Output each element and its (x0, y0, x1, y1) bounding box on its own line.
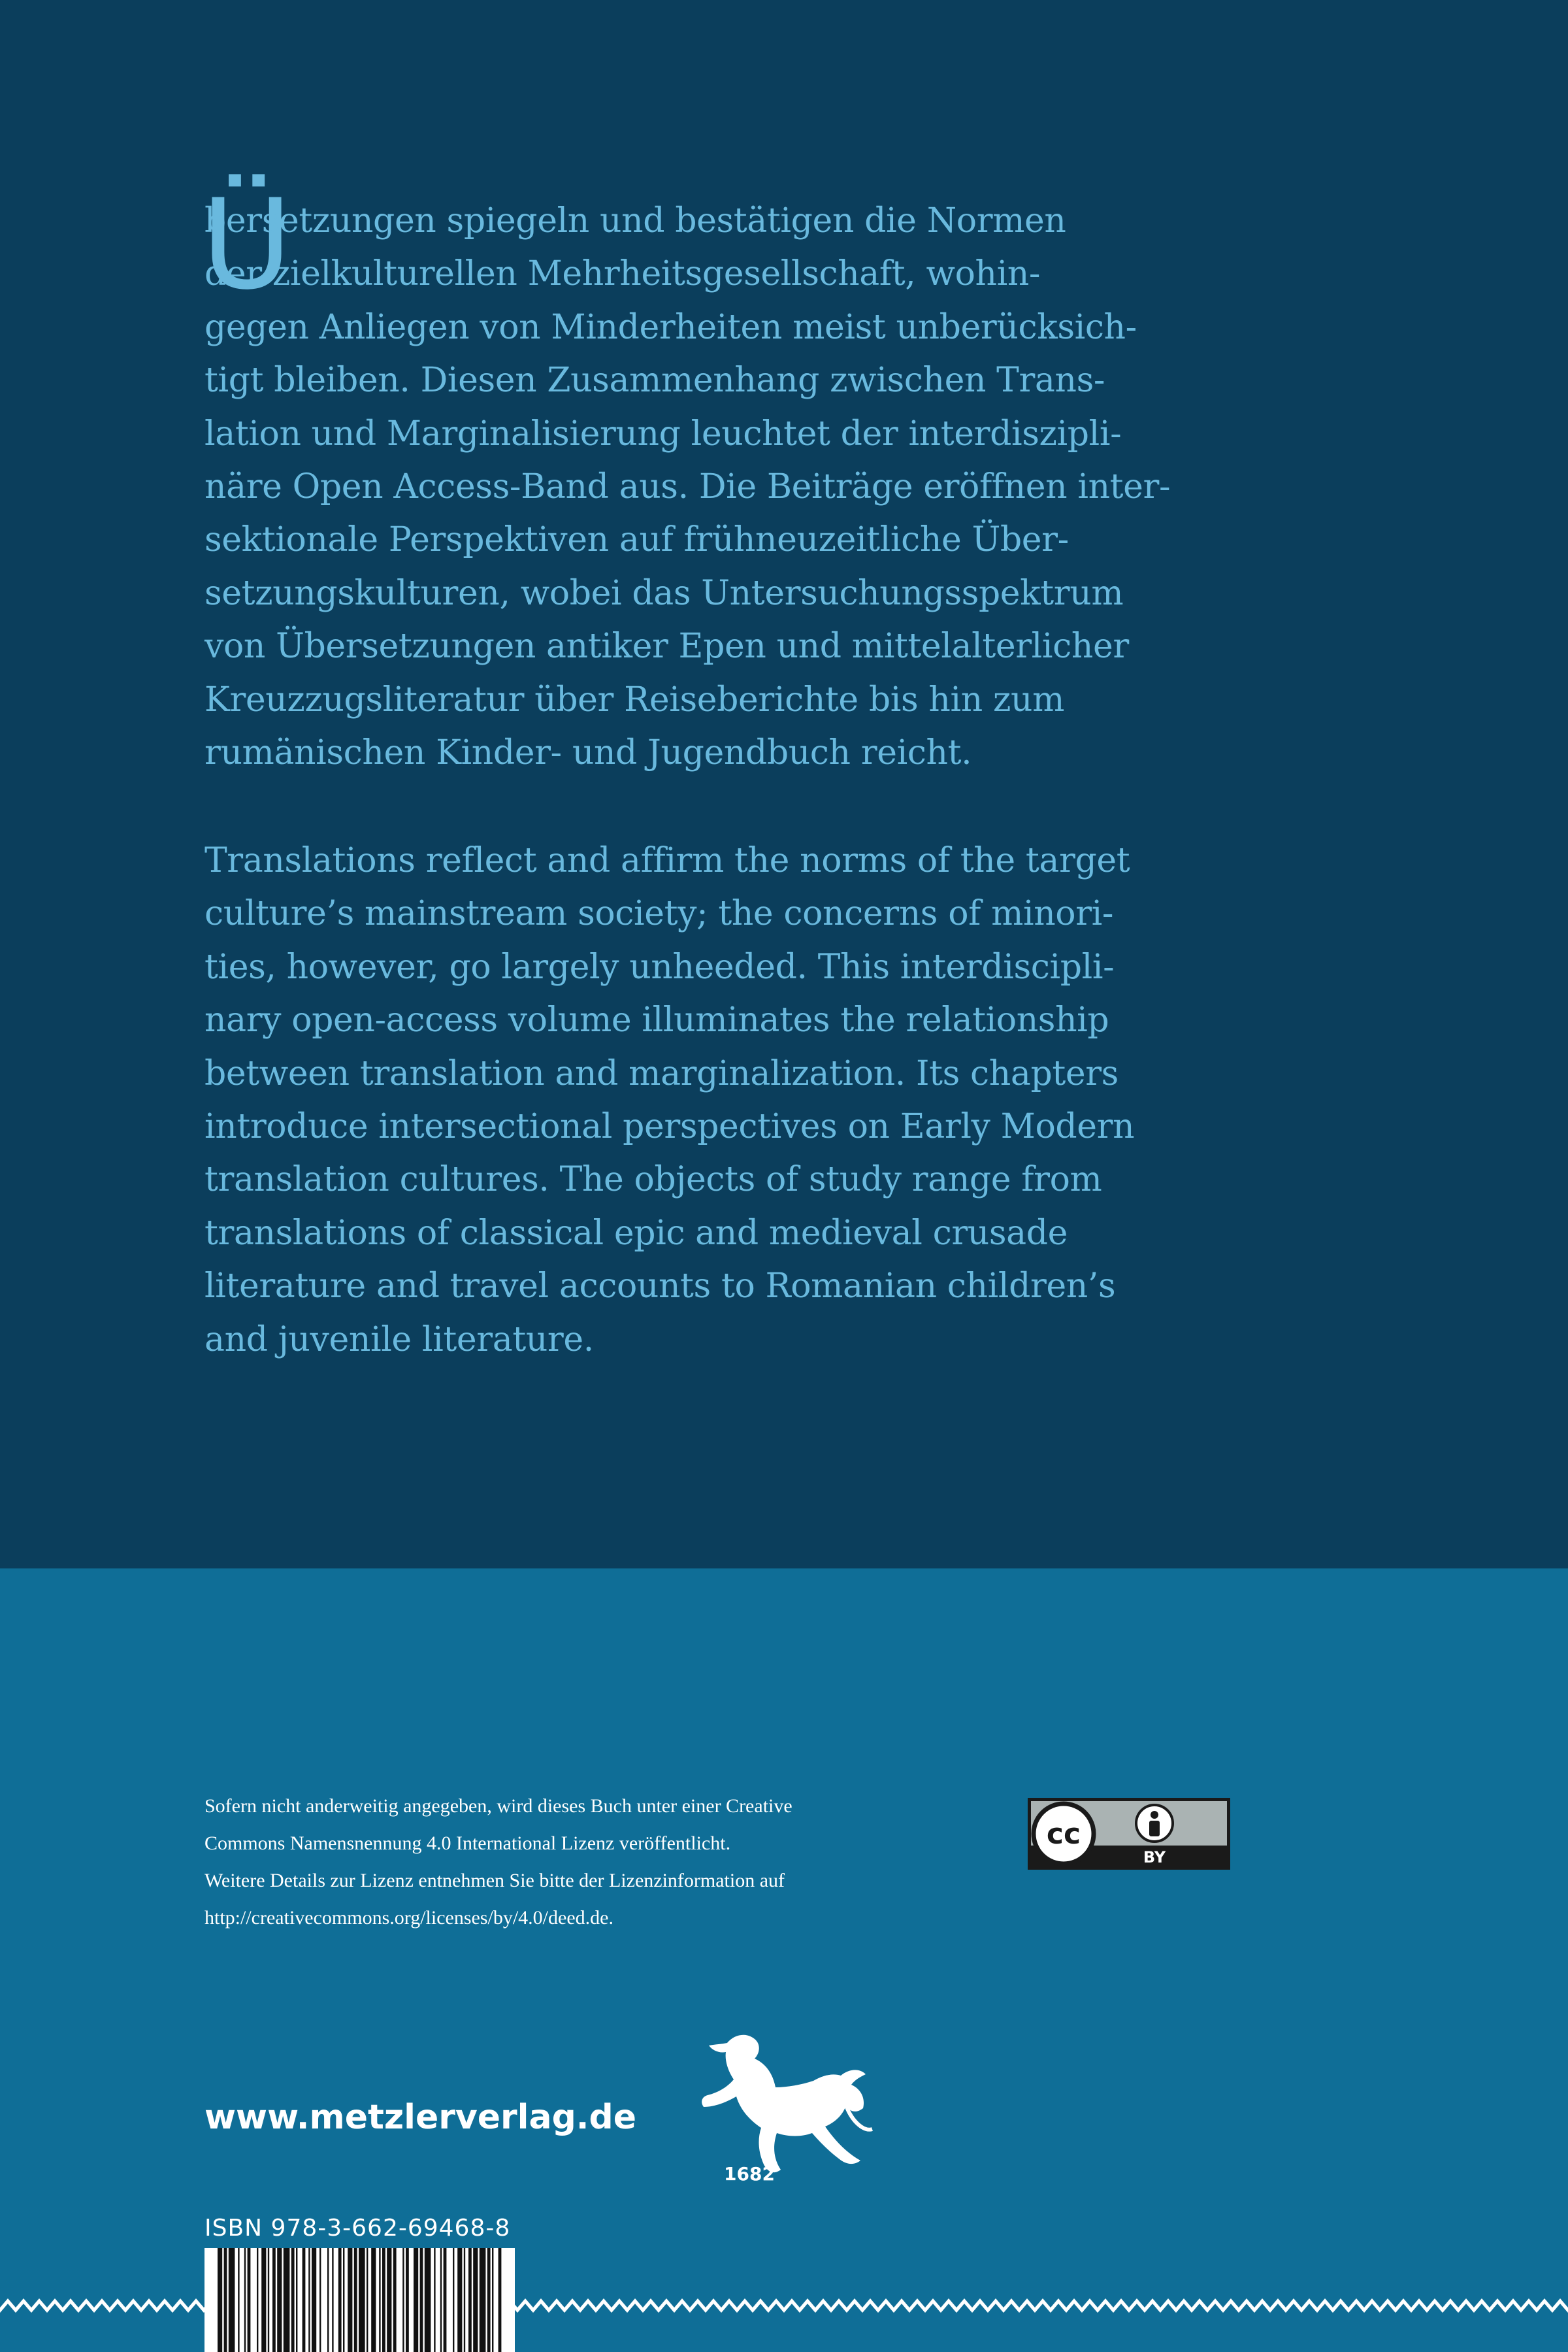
barcode-bar (464, 2248, 465, 2352)
barcode-bar (332, 2248, 333, 2352)
barcode-bar (284, 2248, 290, 2352)
barcode-bar (359, 2248, 365, 2352)
person-body (1149, 1821, 1160, 1836)
barcode-bar (387, 2248, 391, 2352)
barcode-bar (327, 2248, 329, 2352)
barcode-bar (406, 2248, 409, 2352)
cc-by-badge (1028, 1798, 1230, 1870)
barcode-bar (261, 2248, 266, 2352)
barcode (204, 2248, 515, 2352)
barcode-bar (272, 2248, 276, 2352)
person-head (1151, 1811, 1158, 1819)
barcode-bar (244, 2248, 246, 2352)
barcode-bar (425, 2248, 431, 2352)
logo-year: 1682 (724, 2163, 775, 2185)
barcode-bar (343, 2248, 344, 2352)
barcode-bar (492, 2248, 493, 2352)
barcode-bar (440, 2248, 442, 2352)
barcode-bar (348, 2248, 352, 2352)
barcode-bar (498, 2248, 502, 2352)
barcode-bar (277, 2248, 282, 2352)
barcode-bar (338, 2248, 342, 2352)
license-notice: Sofern nicht anderweitig angegeben, wird dieses Buch unter einer Creative Commons Namensnennung 4.0 International Lizenz veröffentlicht. Weitere Details zur Lizenz entnehmen Sie bitte der Lizenzinformation auf http://creativecommons.org/licenses/by/4.0/deed.de. (204, 1795, 792, 1929)
horse-logo-icon (689, 2025, 879, 2195)
barcode-bar (444, 2248, 447, 2352)
barcode-bar (468, 2248, 472, 2352)
barcode-bar (218, 2248, 222, 2352)
barcode-bar (354, 2248, 357, 2352)
barcode-bar (434, 2248, 435, 2352)
drop-cap: Ü (201, 173, 293, 317)
barcode-bar (257, 2248, 258, 2352)
horse-silhouette (702, 2035, 866, 2172)
barcode-bar (382, 2248, 385, 2352)
publisher-website: www.metzlerverlag.de (204, 2098, 637, 2137)
barcode-bar (473, 2248, 478, 2352)
barcode-bar (248, 2248, 251, 2352)
barcode-bar (402, 2248, 404, 2352)
barcode-bar (453, 2248, 454, 2352)
german-blurb: bersetzungen spiegeln und bestätigen die Normen der zielkulturellen Mehrheitsgesellschaft, wohin- gegen Anliegen von Minderheiten meist unberücksich- tigt bleiben. Diesen Zusammenhang zwischen Trans- lation und Marginalisierung leuchtet der interdiszipli- näre Open Access-Band aus. Die Beiträge eröffnen inter- sektionale Perspektiven auf frühneuzeitliche Über- setzungskulturen, wobei das Untersuchungsspektrum von Übersetzungen antiker Epen und mittelalterlicher Kreuzzugsliteratur über Reiseberichte bis hin zum rumänischen Kinder- und Jugendbuch reicht. (204, 201, 1171, 773)
barcode-bar (371, 2248, 376, 2352)
barcode-bar (296, 2248, 297, 2352)
barcode-bar (393, 2248, 397, 2352)
barcode-bar (308, 2248, 310, 2352)
barcode-bar (487, 2248, 491, 2352)
barcode-bar (229, 2248, 235, 2352)
barcode-bar (379, 2248, 380, 2352)
barcode-bar (312, 2248, 316, 2352)
barcode-bar (268, 2248, 269, 2352)
barcode-bar (457, 2248, 462, 2352)
barcode-bar (224, 2248, 227, 2352)
barcode-bar (238, 2248, 239, 2352)
barcode-bar (480, 2248, 486, 2352)
by-label: BY (1143, 1848, 1166, 1866)
barcode-bar (420, 2248, 423, 2352)
cc-label: cc (1046, 1817, 1081, 1851)
english-blurb: Translations reflect and affirm the norms of the target culture’s mainstream society; the concerns of minori- ties, however, go largely unheeded. This interdiscipli- nary open-access volume illuminates the relationship between translation and marginalization. Its chapters introduce intersectional perspectives on Early Modern translation cultures. The objects of study range from translations of classical epic and medieval crusade literature and travel accounts to Romanian children’s and juvenile literature. (204, 841, 1135, 1359)
barcode-bar (302, 2248, 306, 2352)
barcode-bar (414, 2248, 418, 2352)
barcode-bar (291, 2248, 295, 2352)
barcode-bar (367, 2248, 368, 2352)
barcode-bar (319, 2248, 321, 2352)
isbn-number: ISBN 978-3-662-69468-8 (204, 2215, 511, 2242)
